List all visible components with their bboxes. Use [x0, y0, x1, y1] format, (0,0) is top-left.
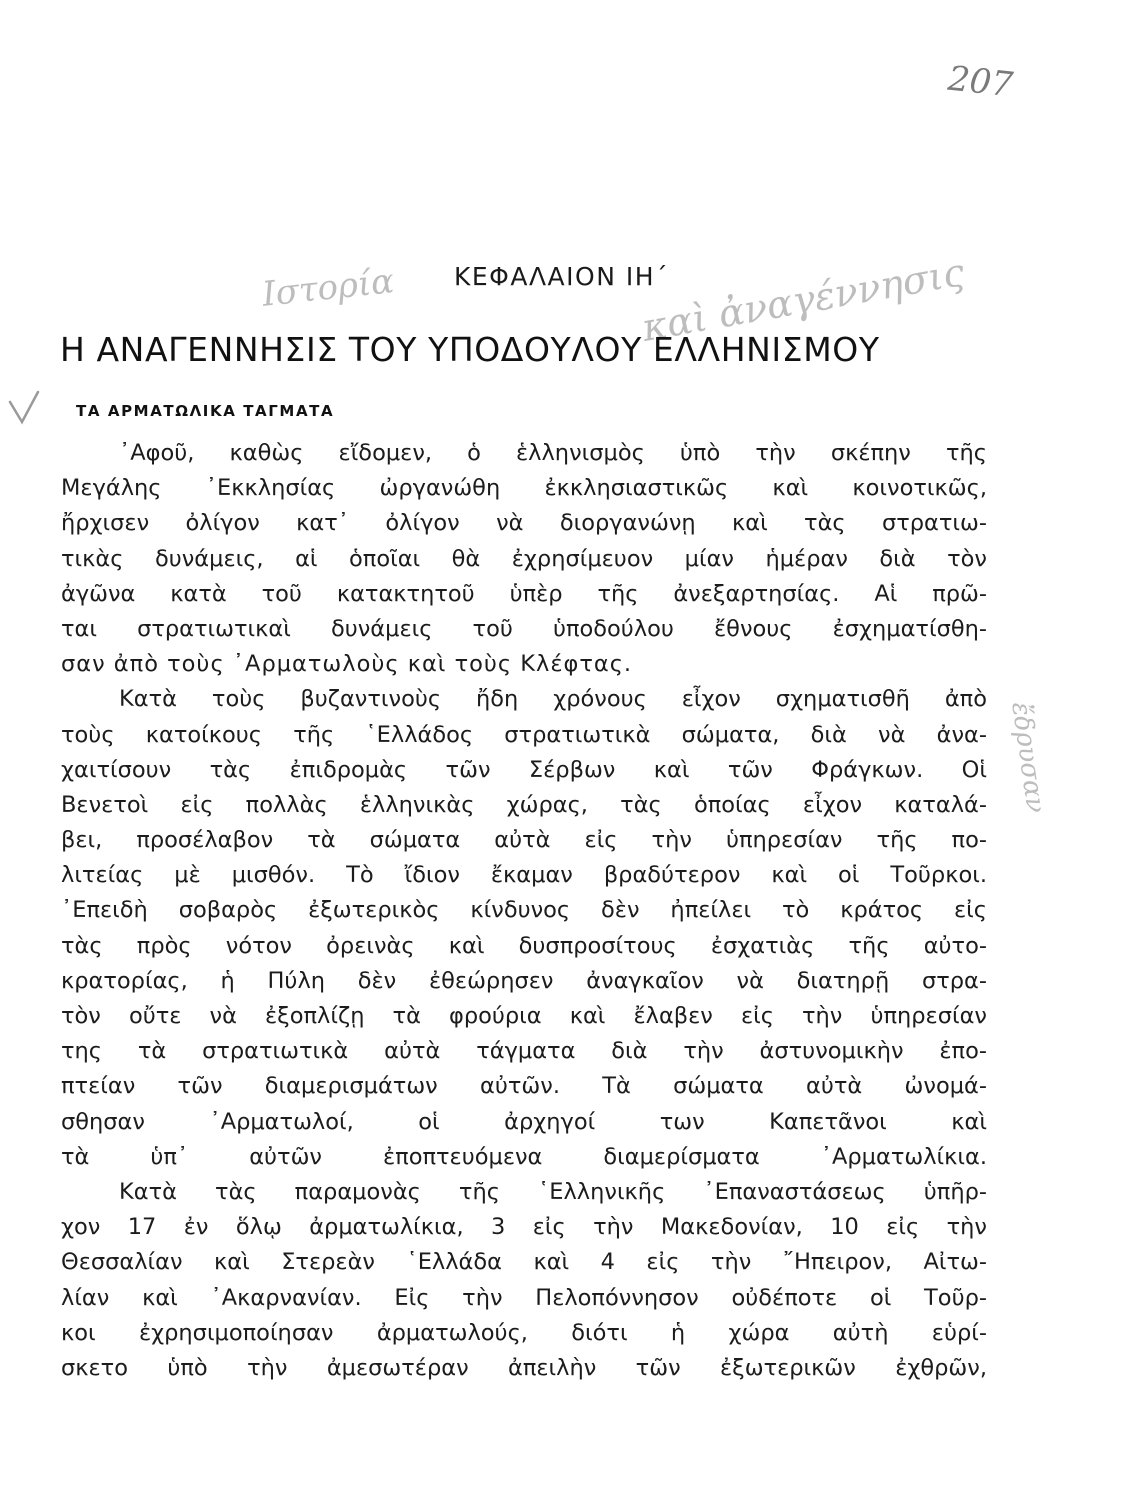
text-line: σθησαν ᾿Αρματωλοί, οἱ ἀρχηγοί των Καπετᾶνοι καὶ [61, 1108, 987, 1135]
text-line: χαιτίσουν τὰς ἐπιδρομὰς τῶν Σέρβων καὶ τῶν Φράγκων. Οἱ [61, 756, 987, 783]
page-number: 207 [946, 58, 1015, 106]
pencil-annotation-top: Ιστορία [260, 261, 396, 315]
chapter-label: ΚΕΦΑΛΑΙΟΝ ΙΗ΄ [453, 262, 670, 291]
text-line: κρατορίας, ἡ Πύλη δὲν ἐθεώρησεν ἀναγκαῖον νὰ διατηρῇ στρα- [61, 967, 987, 994]
text-line: σαν ἀπὸ τοὺς ᾿Αρματωλοὺς καὶ τοὺς Κλέφτας. [61, 651, 633, 678]
text-line: Θεσσαλίαν καὶ Στερεὰν ῾Ελλάδα καὶ 4 εἰς τὴν ῎Ηπειρον, Αἰτω- [61, 1249, 987, 1276]
text-line: τοὺς κατοίκους τῆς ῾Ελλάδος στρατιωτικὰ σώματα, διὰ νὰ ἀνα- [61, 721, 987, 748]
text-line: κοι ἐχρησιμοποίησαν ἀρματωλούς, διότι ἡ χώρα αὐτὴ εὑρί- [61, 1319, 987, 1346]
text-line: τικὰς δυνάμεις, αἱ ὁποῖαι θὰ ἐχρησίμευον μίαν ἡμέραν διὰ τὸν [61, 545, 987, 572]
text-line: σκετο ὑπὸ τὴν ἀμεσωτέραν ἀπειλὴν τῶν ἐξωτερικῶν ἐχθρῶν, [61, 1354, 987, 1381]
text-line: τὰς πρὸς νότον ὀρεινὰς καὶ δυσπροσίτους ἐσχατιὰς τῆς αὐτο- [61, 932, 987, 959]
text-line: χον 17 ἐν ὅλῳ ἀρματωλίκια, 3 εἰς τὴν Μακεδονίαν, 10 εἰς τὴν [61, 1214, 987, 1241]
text-line: ᾿Αφοῦ, καθὼς εἴδομεν, ὁ ἑλληνισμὸς ὑπὸ τὴν σκέπην τῆς [119, 440, 987, 466]
body-text [61, 436, 987, 1386]
text-line: Κατὰ τὰς παραμονὰς τῆς ῾Ελληνικῆς ᾿Επαναστάσεως ὑπῆρ- [119, 1178, 987, 1205]
text-line: Κατὰ τοὺς βυζαντινοὺς ἤδη χρόνους εἶχον σχηματισθῆ ἀπὸ [119, 686, 987, 713]
text-line: ται στρατιωτικαὶ δυνάμεις τοῦ ὑποδούλου ἔθνους ἐσχηματίσθη- [61, 615, 987, 642]
text-line: βει, προσέλαβον τὰ σώματα αὐτὰ εἰς τὴν ὑπηρεσίαν τῆς πο- [61, 827, 987, 854]
text-line: Βενετοὶ εἰς πολλὰς ἑλληνικὰς χώρας, τὰς ὁποίας εἶχον καταλά- [61, 791, 987, 818]
chapter-title: Η ΑΝΑΓΕΝΝΗΣΙΣ ΤΟΥ ΥΠΟΔΟΥΛΟΥ ΕΛΛΗΝΙΣΜΟΥ [60, 330, 880, 369]
text-line: ἀγῶνα κατὰ τοῦ κατακτητοῦ ὑπὲρ τῆς ἀνεξαρτησίας. Αἱ πρῶ- [61, 580, 987, 607]
pencil-annotation-top-right: καὶ ἀναγέννησις [638, 250, 968, 350]
text-line: πτείαν τῶν διαμερισμάτων αὐτῶν. Τὰ σώματα αὐτὰ ὠνομά- [61, 1073, 987, 1100]
text-line: τὰ ὑπ᾿ αὐτῶν ἐποπτευόμενα διαμερίσματα ᾿Αρματωλίκια. [61, 1143, 987, 1170]
check-mark-icon [8, 390, 42, 430]
text-line: λιτείας μὲ μισθόν. Τὸ ἴδιον ἔκαμαν βραδύτερον καὶ οἱ Τοῦρκοι. [61, 862, 987, 889]
section-heading: ΤΑ ΑΡΜΑΤΩΛΙΚΑ ΤΑΓΜΑΤΑ [76, 402, 335, 420]
text-line: λίαν καὶ ᾿Ακαρνανίαν. Εἰς τὴν Πελοπόννησον οὐδέποτε οἱ Τοῦρ- [61, 1284, 987, 1311]
text-line: τὸν οὔτε νὰ ἐξοπλίζῃ τὰ φρούρια καὶ ἔλαβεν εἰς τὴν ὑπηρεσίαν [61, 1003, 987, 1029]
text-line: Μεγάλης ᾿Εκκλησίας ὠργανώθη ἐκκλησιαστικῶς καὶ κοινοτικῶς, [61, 475, 987, 502]
text-line: ᾿Επειδὴ σοβαρὸς ἐξωτερικὸς κίνδυνος δὲν ἠπείλει τὸ κράτος εἰς [61, 897, 987, 924]
text-line: της τὰ στρατιωτικὰ αὐτὰ τάγματα διὰ τὴν ἀστυνομικὴν ἐπο- [61, 1038, 987, 1065]
text-line: ἤρχισεν ὀλίγον κατ᾿ ὀλίγον νὰ διοργανώνῃ καὶ τὰς στρατιω- [61, 510, 987, 537]
pencil-annotation-margin: ἔδρυσαν [1005, 700, 1051, 815]
